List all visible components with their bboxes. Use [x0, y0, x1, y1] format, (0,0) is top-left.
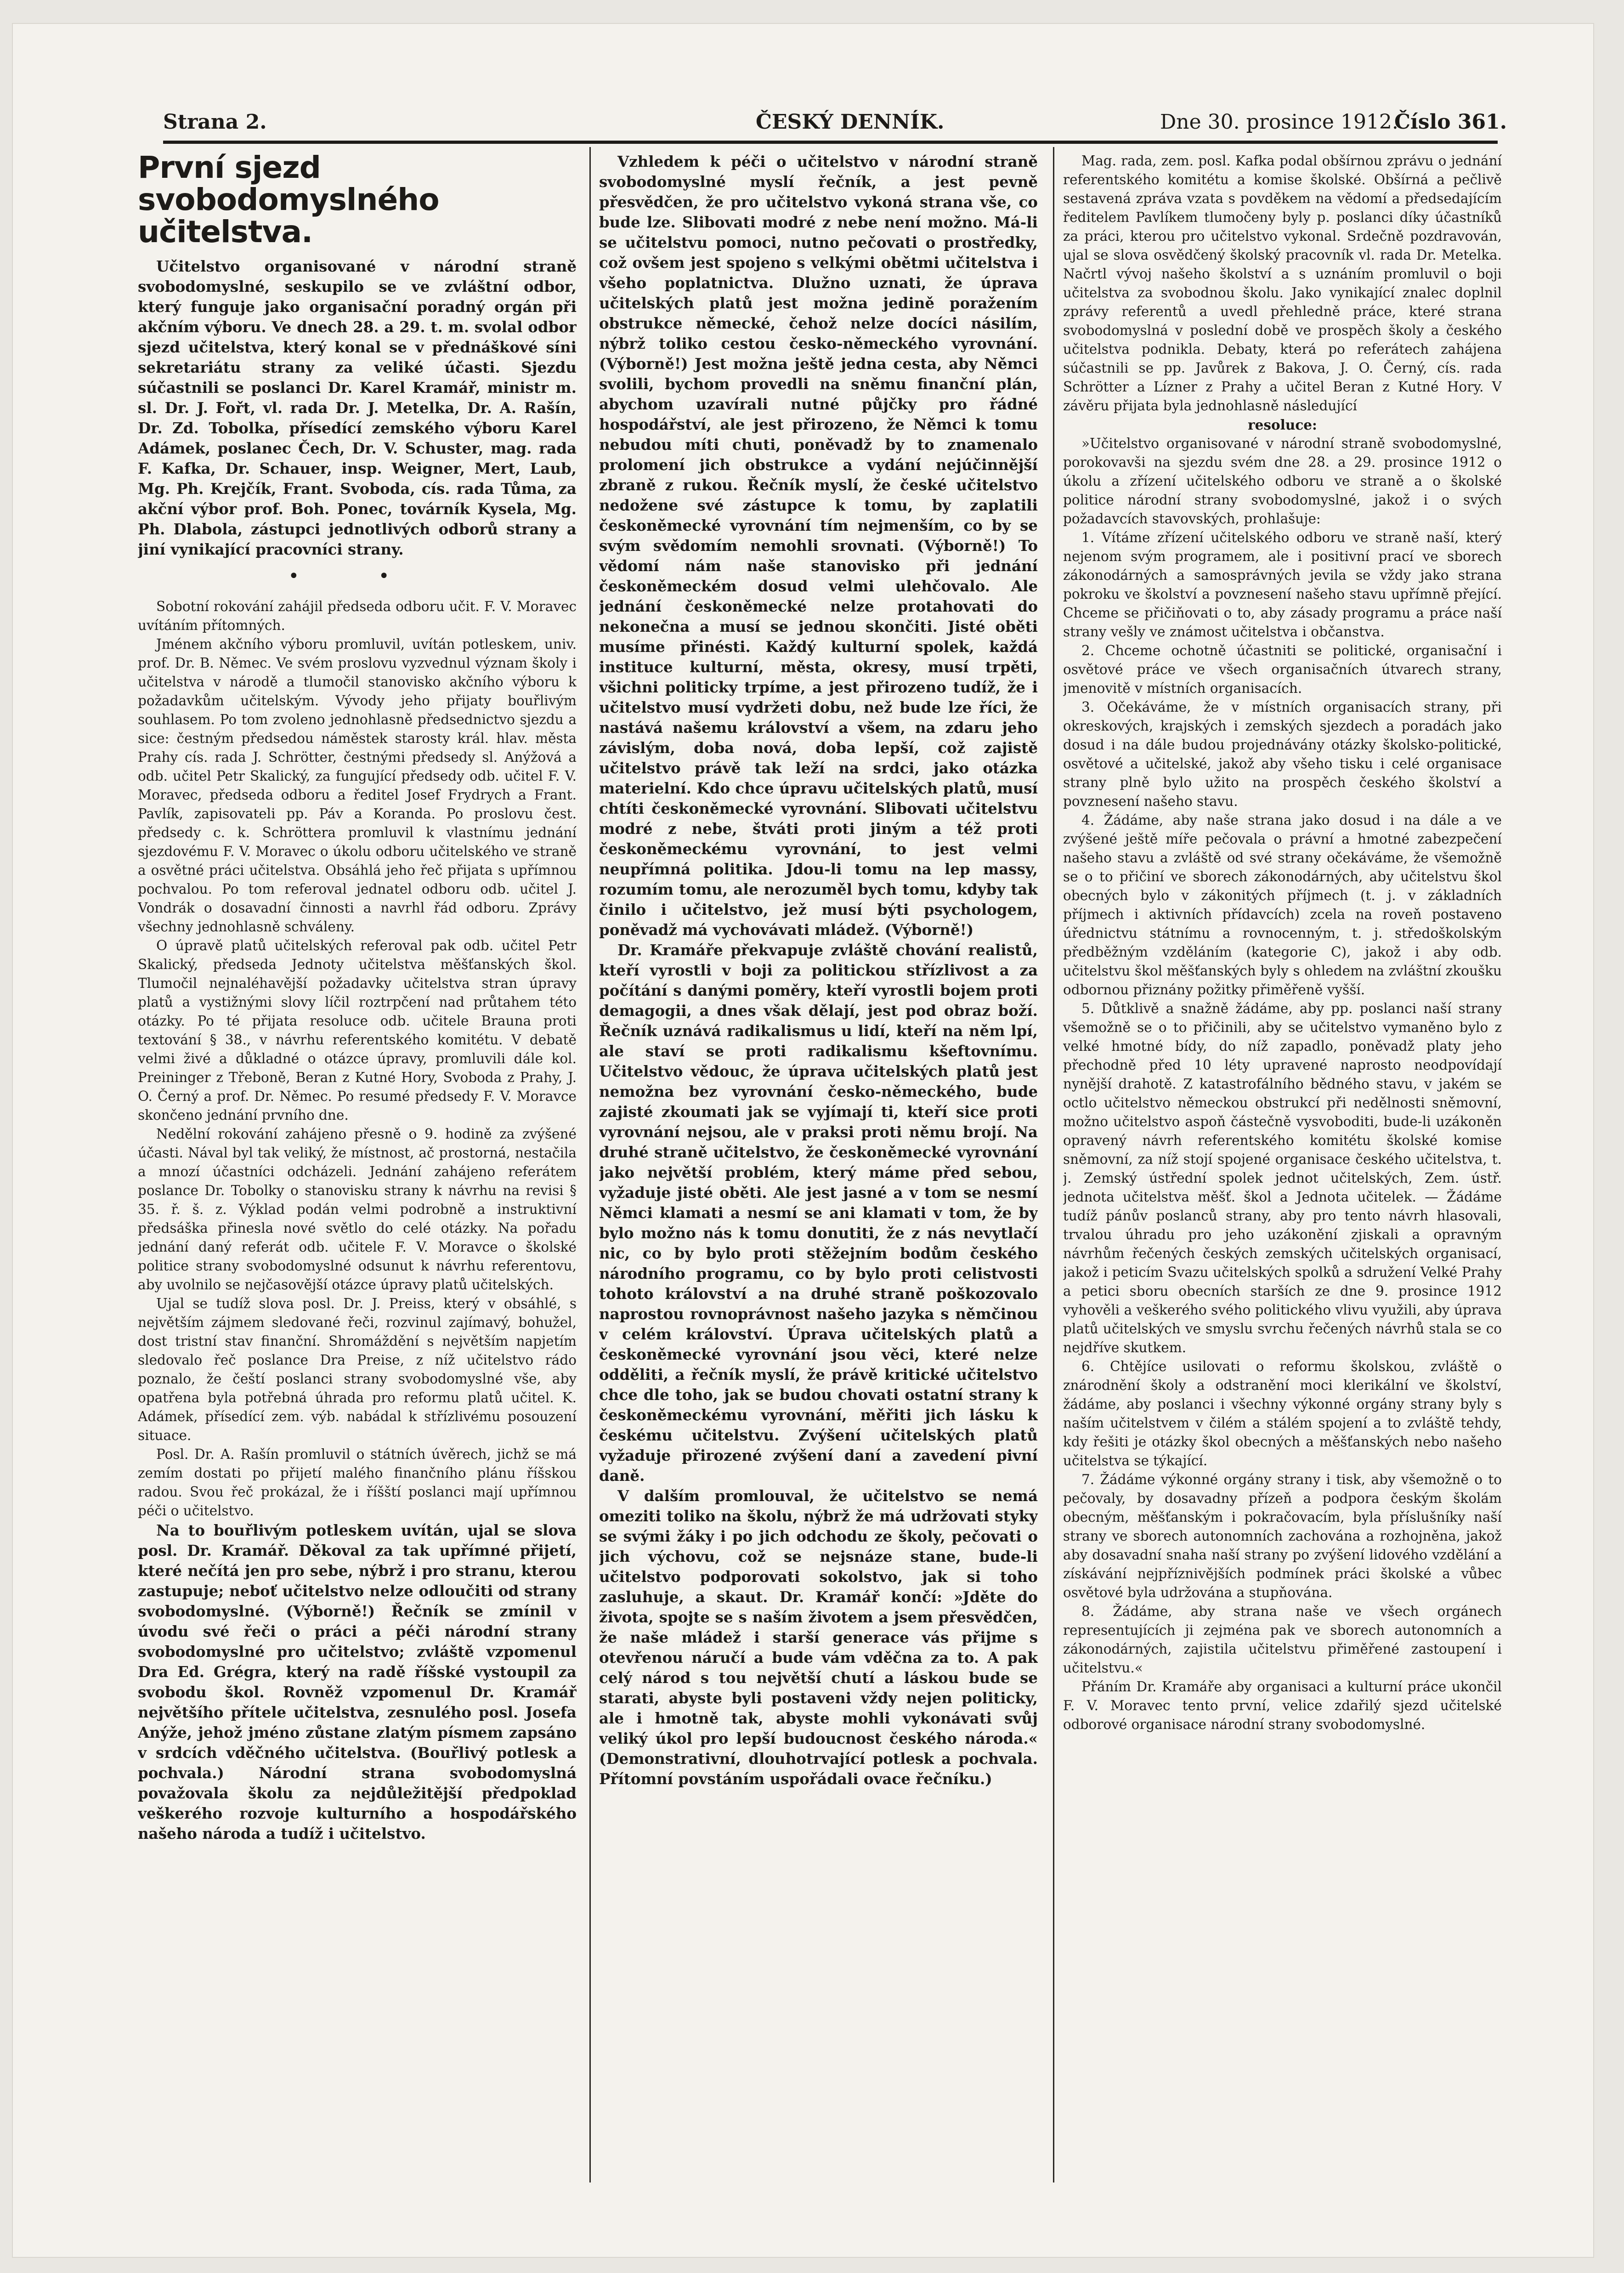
page-header: [163, 110, 1507, 141]
section-separator: • •: [288, 566, 426, 587]
column-3: [1063, 152, 1502, 2182]
column-divider: [589, 147, 591, 2182]
resolution-item: 4. Žádáme, aby naše strana jako dosud i na dále a ve zvýšené ještě míře pečovala o právní a hmotné zabezpečení našeho stavu a zvláště od své strany očekáváme, že všemožně se o to přičiní ve sborech zákonodárných, aby učitelstvu škol obecných bylo v zákonitých příjmech (t. j. v základních příjmech i aktivních přídavcích) zcela na roveň postaveno úřednictvu státnímu a rovnocenným, t. j. středoškolským předběžným vzděláním (kategorie C), jakož i aby odb. učitelstvu škol měšťanských byly s ohledem na zvláštní zkoušku odbornou přiznány požitky přiměřeně vyšší.: [1063, 812, 1502, 998]
paragraph: Vzhledem k péči o učitelstvo v národní straně svobodomyslné myslí řečník, a jest pevně přesvědčen, že pro učitelstvo vykoná strana vše, co bude lze. Slibovati modré z nebe není možno. Má-li se učitelstvu pomoci, nutno pečovati o prostředky, což ovšem jest spojeno s velkými obětmi učitelstva i všeho poplatnictva. Dlužno uznati, že úprava učitelských platů jest možna jedině poražením obstrukce německé, čehož nelze docíci násilím, nýbrž toliko cestou česko-německého vyrovnání. (Výborně!) Jest možna ještě jedna cesta, aby Němci svolili, bychom provedli na sněmu finanční plán, abychom uzavírali nutné půjčky pro řádné hospodářství, ale jest přirozeno, že Němci k tomu nebudou míti chuti, poněvadž by to znamenalo prolomení jich obstrukce a vydání nejúčinnější zbraně z rukou. Řečník myslí, že české učitelstvo nedožene své zástupce k tomu, by zaplatili českoněmecké vyrovnání tím nejmenším, co by se svým svědomím nemohli srovnati. (Výborně!) To vědomí nám naše stanovisko při jednání českoněmeckém dosud velmi ulehčovalo. Ale jednání českoněmecké nelze protahovati do nekonečna a musí se jednou skončiti. Jisté oběti musíme přinésti. Každý kulturní spolek, každá instituce kulturní, města, okresy, musí trpěti, všichni politicky trpíme, a jest přirozeno tudíž, že i učitelstvo musí vydržeti dobu, než bude lze říci, že nastává našemu království a všem, na zdaru jeho závislým, doba nová, doba lepší, což zajistě učitelstvo právě tak leží na srdci, jako otázka materielní. Kdo chce úpravu učitelských platů, musí chtíti českoněmecké vyrovnání. Slibovati učitelstvu modré z nebe, štváti proti jiným a též proti českoněmeckému vyrovnání, to jest velmi neupřímná politika. Jdou-li tomu na lep massy, rozumím tomu, ale nerozuměl bych tomu, kdyby tak činilo i učitelstvo, jež musí býti psychologem, poněvadž má vychovávati mládež. (Výborně!): [599, 153, 1038, 939]
paragraph: Ujal se tudíž slova posl. Dr. J. Preiss, který v obsáhlé, s největším zájmem sledované řeči, rozvinul zajímavý, bohužel, dost tristní stav finanční. Shromáždění s největším napjetím sledovalo řeč poslance Dra Preise, z níž učitelstvo rádo poznalo, že čeští poslanci strany svobodomyslné vše, aby opatřena byla potřebná úhrada pro reformu platů učitel. K. Adámek, přísedící zem. výb. nabádal k střízlivému posouzení situace.: [138, 1296, 577, 1443]
resolution-item: 8. Žádáme, aby strana naše ve všech orgánech representujících ji zejména pak ve sborech autonomních a zákonodárných, zajistila učitelstvu přiměřené zastoupení i učitelstvu.«: [1063, 1604, 1502, 1676]
paragraph: Na to bouřlivým potleskem uvítán, ujal se slova posl. Dr. Kramář. Děkoval za tak upřímné přijetí, které nečítá jen pro sebe, nýbrž i pro stranu, kterou zastupuje; neboť učitelstvo nelze odloučiti od strany svobodomyslné. (Výborně!) Řečník se zmínil v úvodu své řeči o práci a péči národní strany svobodomyslné pro učitelstvo; zvláště vzpomenul Dra Ed. Grégra, který na radě říšské vystoupil za svobodu škol. Rovněž vzpomenul Dr. Kramář největšího přítele učitelstva, zesnulého posl. Josefa Anýže, jehož jméno zůstane zlatým písmem zapsáno v srdcích vděčného učitelstva. (Bouřlivý potlesk a pochvala.) Národní strana svobodomyslná považovala školu za nejdůležitější předpoklad veškerého rozvoje kulturního a hospodářského našeho národa a tudíž i učitelstvo.: [138, 1521, 577, 1842]
paragraph: Sobotní rokování zahájil předseda odboru učit. F. V. Moravec uvítáním přítomných.: [138, 599, 577, 633]
resolution-item: 5. Důtklivě a snažně žádáme, aby pp. poslanci naší strany všemožně se o to přičinili, aby se učitelstvo vymaněno bylo z velké hmotné bídy, do níž zapadlo, poněvadž platy jeho přechodně před 10 léty upravené naprosto neodpovídají nynější drahotě. Z katastrofálního bědného stavu, v jakém se octlo učitelstvo německou obstrukcí při nedělnosti sněmovní, možno učitelstvo aspoň částečně vysvoboditi, bude-li uzákoněn opravený návrh referentského komitétu školské komise sněmovní, za níž stojí spojené organisace českého učitelstva, t. j. Zemský ústřední spolek jednot učitelských, Zem. ústř. jednota učitelstva měšť. škol a Jednota učitelek. — Žádáme tudíž pánův poslanců strany, aby pro tento návrh hlasovali, trvalou úhradu pro jeho uzákonění zjiskali a opravným návrhům řečených českých zemských učitelských organisací, jakož i peticím Svazu učitelských spolků a sdružení Velké Prahy a petici sboru obecních starších ze dne 9. prosince 1912 vyhověli a veškerého svého politického vlivu využili, aby úprava platů učitelských ve smyslu svrchu řečených návrhů stala se co nejdříve skutkem.: [1063, 1001, 1502, 1355]
article-headline: První sjezd svobodomyslného učitelstva.: [138, 152, 439, 249]
paragraph: Učitelstvo organisované v národní straně svobodomyslné, seskupilo se ve zvláštní odbor, který funguje jako organisační poradný orgán při akčním výboru. Ve dnech 28. a 29. t. m. svolal odbor sjezd učitelstva, který konal se v přednáškové síni sekretariátu strany za veliké účasti. Sjezdu súčastnili se poslanci Dr. Karel Kramář, ministr m. sl. Dr. J. Fořt, vl. rada Dr. J. Metelka, Dr. A. Rašín, Dr. Zd. Tobolka, přísedící zemského výboru Karel Adámek, poslanec Čech, Dr. V. Schuster, mag. rada F. Kafka, Dr. Schauer, insp. Weigner, Mert, Laub, Mg. Ph. Krejčík, Frant. Svoboda, cís. rada Tůma, za akční výbor prof. Boh. Ponec, továrník Kysela, Mg. Ph. Dlabola, zástupci jednotlivých odborů strany a jiní vynikající pracovníci strany.: [138, 257, 577, 558]
resolution-title: resoluce:: [1248, 417, 1317, 433]
newspaper-title: ČESKÝ DENNÍK.: [756, 110, 945, 134]
resolution-item: 3. Očekáváme, že v místních organisacích strany, při okreskových, krajských i zemských sjezdech a poradách jako dosud i na dále budou projednávány otázky školsko-politické, osvětové a učitelské, jakož aby všeho tisku i celé organisace strany plně bylo užito na prospěch českého školství a povznesení našeho stavu.: [1063, 699, 1502, 809]
closing-paragraph: Přáním Dr. Kramáře aby organisaci a kulturní práce ukončil F. V. Moravec tento první, velice zdařilý sjezd učitelské odborové organisace národní strany svobodomyslné.: [1063, 1679, 1502, 1732]
resolution-item: 2. Chceme ochotně účastniti se politické, organisační i osvětové práce ve všech organisačních útvarech strany, jmenovitě v místních organisacích.: [1063, 643, 1502, 696]
resolution-item: 6. Chtějíce usilovati o reformu školskou, zvláště o znárodnění školy a odstranění moci klerikální ve školství, žádáme, aby poslanci i všechny výkonné orgány strany byly s naším učitelstvem v čilém a stálém spojení a to zvláště tehdy, kdy řešiti je otázky škol obecných a měšťanských nebo našeho učitelstva se týkající.: [1063, 1359, 1502, 1468]
paragraph: O úpravě platů učitelských referoval pak odb. učitel Petr Skalický, předseda Jednoty učitelstva měšťanských škol. Tlumočil nejnaléhavější požadavky učitelstva stran úpravy platů a vystižnými slovy líčil roztrpčení nad průtahem této otázky. Po té přijata resoluce odb. učitele Brauna proti textování § 38., v návrhu referentského komitétu. V debatě velmi živé a důkladné o otázce úpravy, promluvili dále kol. Preininger z Třeboně, Beran z Kutné Hory, Svoboda z Prahy, J. O. Černý a prof. Dr. Němec. Po resumé předsedy F. V. Moravce skončeno jednání prvního dne.: [138, 938, 577, 1123]
kramar-speech-section: [138, 1520, 577, 1844]
resolution-item: 7. Žádáme výkonné orgány strany i tisk, aby všemožně o to pečovaly, by dosavadny přízeň a podpora českým školám obecným, měšťanským i pokračovacím, byla příslušníky naší strany ve sborech autonomních zachována a rozhojněna, jakož aby dosavadní snaha naší strany po zvýšení lidového vzdělání a získávání nejpříznivějších podmínek práci školské a vůbec osvětové byla udržována a stupňována.: [1063, 1472, 1502, 1600]
paragraph: Dr. Kramáře překvapuje zvláště chování realistů, kteří vyrostli v boji za politickou střízlivost a za počítání s danými poměry, kteří vyrostli bojem proti demagogii, a dnes však dělají, jest pod obraz boží. Řečník uznává radikalismus u lidí, kteří na něm lpí, ale staví se proti radikalismu kšeftovnímu. Učitelstvo vědouc, že úprava učitelských platů jest nemožna bez vyrovnání česko-německého, bude zajisté zkoumati jak se vyjímají ti, kteří sice proti vyrovnání nejsou, ale v praksi proti němu brojí. Na druhé straně učitelstvo, že českoněmecké vyrovnání jako největší problém, který máme před sebou, vyžaduje jisté oběti. Ale jest jasné a v tom se nesmí Němci klamati a nesmí se ani klamati v tom, že by bylo možno nás k tomu donutiti, že z nás nevytlačí nic, co by bylo proti stěžejním bodům českého národního programu, co by bylo proti celistvosti tohoto království a na druhé straně poškozovalo naprostou rovnoprávnost našeho jazyka s němčinou v celém království. Úprava učitelských platů a českoněmecké vyrovnání jsou věci, které nelze odděliti, a řečník myslí, že právě kritické učitelstvo chce dle toho, jak se budou chovati ostatní strany k českoněmeckému vyrovnání, měřiti jich lásku k českému učitelstvu. Zvýšení učitelských platů vyžaduje přirozené zvýšení daní a zavedení pivní daně.: [599, 941, 1038, 1485]
page-number: Strana 2.: [163, 110, 267, 134]
column-divider: [1053, 147, 1054, 2182]
proceedings-section: [138, 597, 577, 1520]
issue-date: Dne 30. prosince 1912.: [1160, 110, 1398, 134]
paragraph: V dalším promlouval, že učitelstvo se nemá omeziti toliko na školu, nýbrž že má udržovati styky se svými žáky i po jich odchodu ze školy, pečovati o jich výchovu, což se nejsnáze stane, bude-li učitelstvo podporovati sokolstvo, jak si toho zasluhuje, a skaut. Dr. Kramář končí: »Jděte do života, spojte se s naším životem a jsem přesvědčen, že naše mládež i starší generace vás přijme s otevřenou náručí a bude vám vděčna za to. A pak celý národ s tou největší chutí a láskou bude se starati, abyste byli postaveni vždy nejen politicky, ale i hmotně tak, abyste mohli vykonávati svůj veliký úkol pro lepší budoucnost českého národa.« (Demonstrativní, dlouhotrvající potlesk a pochvala. Přítomní povstáním uspořádali ovace řečníku.): [599, 1487, 1038, 1788]
paragraph: Posl. Dr. A. Rašín promluvil o státních úvěrech, jichž se má zemím dostati po přijetí malého finančního plánu říšskou radou. Svou řeč prokázal, že i říšští poslanci mají upřímnou péči o učitelstvo.: [138, 1446, 577, 1519]
paragraph: Jménem akčního výboru promluvil, uvítán potleskem, univ. prof. Dr. B. Němec. Ve svém proslovu vyzvednul význam školy i učitelstva v národě a tlumočil stanovisko akčního výboru k požadavkům učitelským. Vývody jeho přijaty bouřlivým souhlasem. Po tom zvoleno jednohlasně předsednictvo sjezdu a sice: čestným předsedou náměstek starosty král. hlav. města Prahy cís. rada J. Schrötter, čestnými předsedy sl. Anýžová a odb. učitel Petr Skalický, za fungující předsedy odb. učitel F. V. Moravec, předseda odboru a ředitel Josef Frydrych a Frant. Pavlík, zapisovateli pp. Páv a Koranda. Po proslovu čest. předsedy c. k. Schröttera promluvil k vlastnímu jednání sjezdovému F. V. Moravec o úkolu odboru učitelského ve straně a osvětné práci učitelstva. Obsáhlá jeho řeč přijata s upřímnou pochvalou. Po tom referoval jednatel odboru odb. učitel J. Vondrák o dosavadní činnosti a navrhl řád odboru. Zprávy všechny jednohlasně schváleny.: [138, 636, 577, 935]
header-rule: [163, 141, 1498, 144]
column-2: [599, 152, 1038, 2182]
column-1: [138, 152, 577, 2182]
issue-number: Číslo 361.: [1394, 110, 1507, 134]
paragraph: Nedělní rokování zahájeno přesně o 9. hodině za zvýšené účasti. Nával byl tak veliký, že místnost, ač prostorná, nestačila a mnozí účastníci odcházeli. Jednání zahájeno referátem poslance Dr. Tobolky o stanovisku strany k návrhu na revisi § 35. ř. š. z. Výklad podán velmi podrobně a instruktivní předsáška přinesla nové světlo do celé otázky. Na pořadu jednání daný referát odb. učitele F. V. Moravce o školské politice strany svobodomyslné odsunut k návrhu referentovu, aby uvolnilo se nejčasovější otázce úpravy platů učitelských.: [138, 1126, 577, 1292]
resolution-item: 1. Vítáme zřízení učitelského odboru ve straně naší, který nejenom svým programem, ale i positivní prací ve sborech zákonodárných a samosprávných jevila se vždy jako strana pokroku ve školství a povznesení našeho stavu upřímně přející. Chceme se přičiňovati o to, aby zásady programu a práce naší strany vešly ve známost učitelstva i občanstva.: [1063, 530, 1502, 640]
paragraph: Mag. rada, zem. posl. Kafka podal obšírnou zprávu o jednání referentského komitétu a komise školské. Obšírná a pečlivě sestavená zpráva vzata s povděkem na vědomí a předsedajícím ředitelem Pavlíkem tlumočeny byly p. poslanci díky účastníků za práci, kterou pro učitelstvo vykonal. Srdečně pozdravován, ujal se slova osvědčený školský pracovník vl. rada Dr. Metelka. Načrtl vývoj našeho školství a s uznáním promluvil o boji učitelstva za svobodnou školu. Jako vynikající znalec doplnil zprávy referentů a uvedl přehledně práce, které strana svobodomyslná v poslední době ve prospěch školy a českého učitelstva podnikla. Debaty, která po referátech zahájena súčastnili se pp. Javůrek z Bakova, J. O. Černý, cís. rada Schrötter a Lízner z Prahy a učitel Beran z Kutné Hory. V závěru přijata byla jednohlasně následující: [1063, 153, 1502, 414]
resolution-item: »Učitelstvo organisované v národní straně svobodomyslné, porokovavši na sjezdu svém dne 28. a 29. prosince 1912 o úkolu a zřízení učitelského odboru ve straně a o školské politice národní strany svobodomyslné, jakož i o svých požadavcích stavovských, prohlašuje:: [1063, 436, 1502, 527]
